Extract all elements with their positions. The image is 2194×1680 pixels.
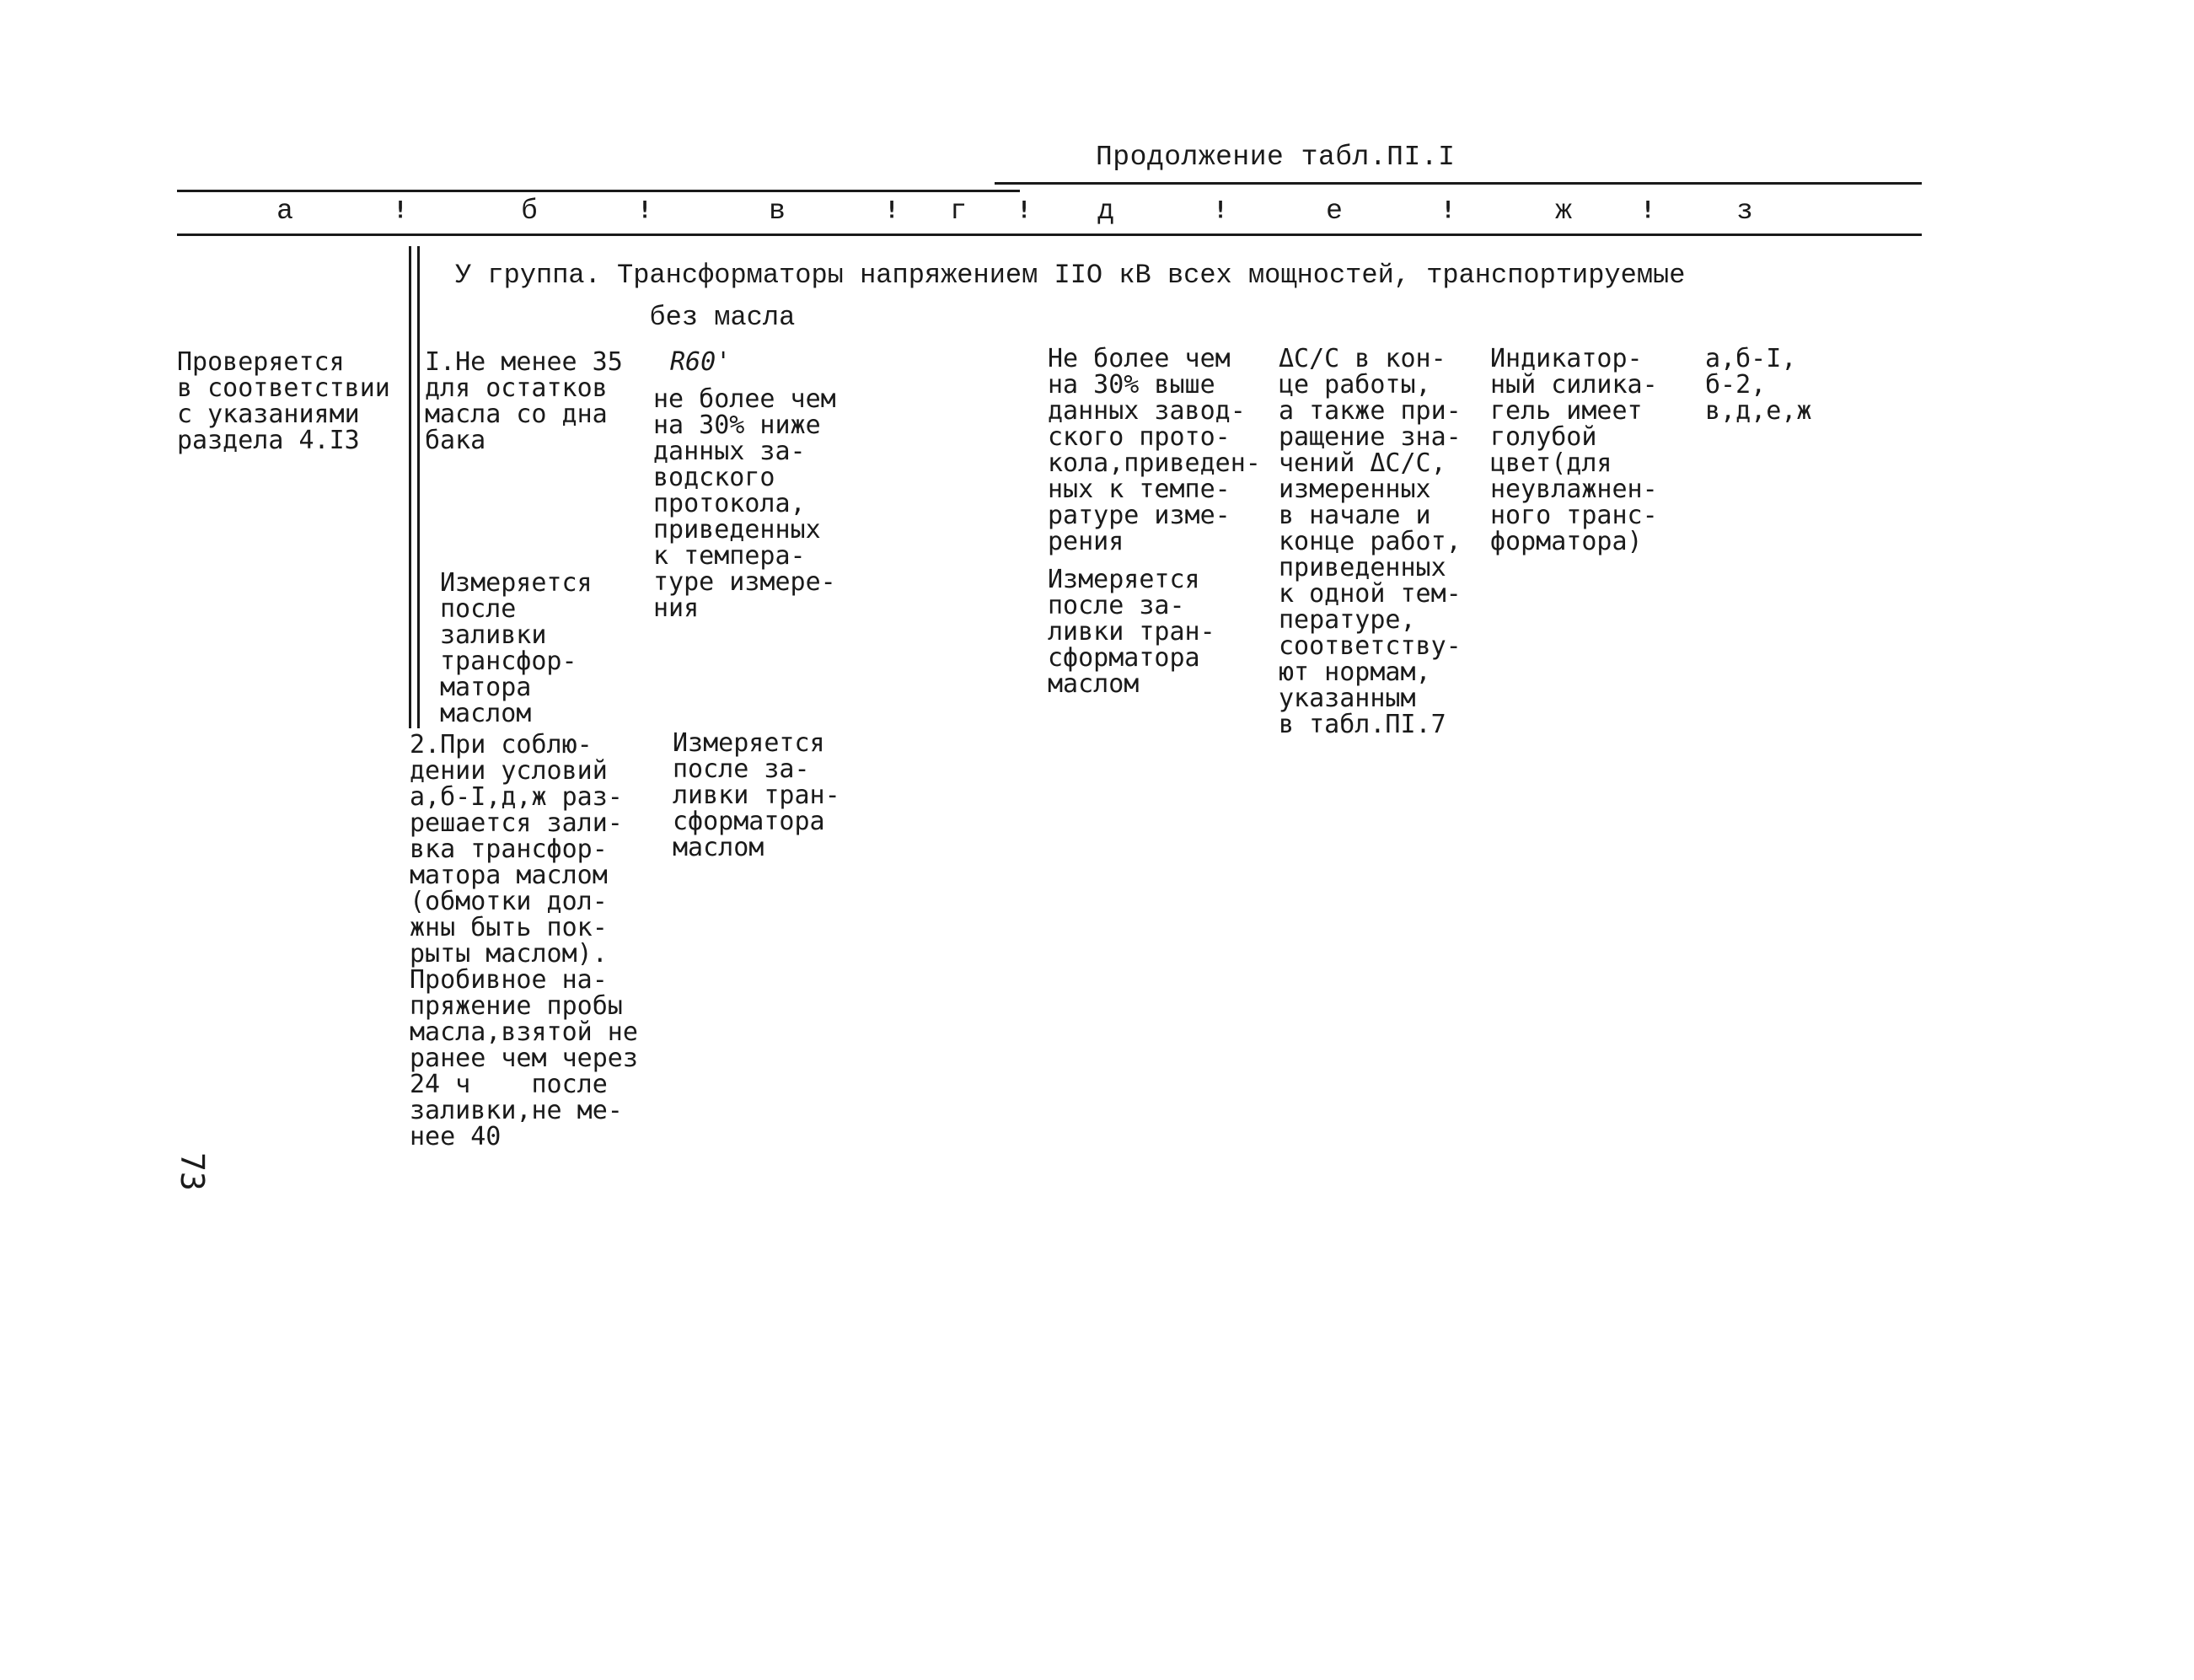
vertical-rule-inner bbox=[417, 246, 420, 728]
column-separator: ! bbox=[884, 196, 899, 223]
cell-v-norm: не более чем на 30% ниже данных за- водского протокола, приведенных к темпера- туре измере- ния bbox=[653, 384, 836, 623]
header-top-rule-right bbox=[995, 182, 1922, 185]
column-header-d: д bbox=[1097, 196, 1114, 227]
cell-b-item-2: 2.При соблю- дении условий а,б-I,д,ж раз- решается зали- вка трансфор- матора маслом (обмотки дол- жны быть пок- рыты маслом). Пробивное на- пряжение пробы масла,взятой не ранее чем через 24 ч после заливки,не ме- нее 40 bbox=[410, 730, 638, 1151]
cell-v-note: Измеряется после за- ливки тран- сформатора маслом bbox=[673, 728, 840, 862]
cell-d-note: Измеряется после за- ливки тран- сформатора маслом bbox=[1048, 565, 1215, 699]
cell-z-refs: а,б-I, б-2, в,д,е,ж bbox=[1705, 344, 1812, 426]
column-header-v: в bbox=[769, 196, 786, 227]
header-top-rule-left bbox=[177, 190, 1020, 192]
header-bottom-rule bbox=[177, 233, 1922, 236]
column-header-e: е bbox=[1326, 196, 1343, 227]
cell-b-item-1-note: Измеряется после заливки трансфор- матора маслом bbox=[440, 568, 593, 728]
cell-d-norm: Не более чем на 30% выше данных завод- ского прото- кола,приведен- ных к темпе- ратуре изме- рения bbox=[1048, 344, 1261, 556]
cell-a-check: Проверяется в соответствии с указаниями раздела 4.I3 bbox=[177, 347, 390, 455]
column-header-a: а bbox=[276, 196, 293, 227]
column-separator: ! bbox=[1213, 196, 1228, 223]
cell-v-symbol: R60' bbox=[670, 347, 732, 377]
cell-e-norm: ΔC/C в кон- це работы, а также при- ращение зна- чений ΔC/C, измеренных в начале и конце работ, приведенных к одной тем- пературе, соответству- ют нормам, указанным в табл.ПI.7 bbox=[1279, 344, 1462, 739]
column-separator: ! bbox=[1640, 196, 1655, 223]
column-separator: ! bbox=[1440, 196, 1456, 223]
column-separator: ! bbox=[637, 196, 652, 223]
column-header-z: з bbox=[1736, 196, 1753, 227]
column-header-g: г bbox=[950, 196, 967, 227]
table-caption: Продолжение табл.ПI.I bbox=[1096, 142, 1456, 173]
column-separator: ! bbox=[393, 196, 408, 223]
column-separator: ! bbox=[1017, 196, 1032, 223]
page-number: 73 bbox=[174, 1152, 211, 1191]
cell-b-item-1: I.Не менее 35 для остатков масла со дна бака bbox=[425, 347, 623, 455]
column-header-zh: ж bbox=[1555, 196, 1572, 227]
vertical-rule-outer bbox=[409, 246, 411, 728]
cell-zh-norm: Индикатор- ный силика- гель имеет голубой цвет(для неувлажнен- ного транс- форматора) bbox=[1490, 344, 1658, 556]
group-heading: У группа. Трансформаторы напряжением IIO кВ всех мощностей, транспортируемые без масла bbox=[455, 260, 1686, 333]
column-header-b: б bbox=[521, 196, 538, 227]
